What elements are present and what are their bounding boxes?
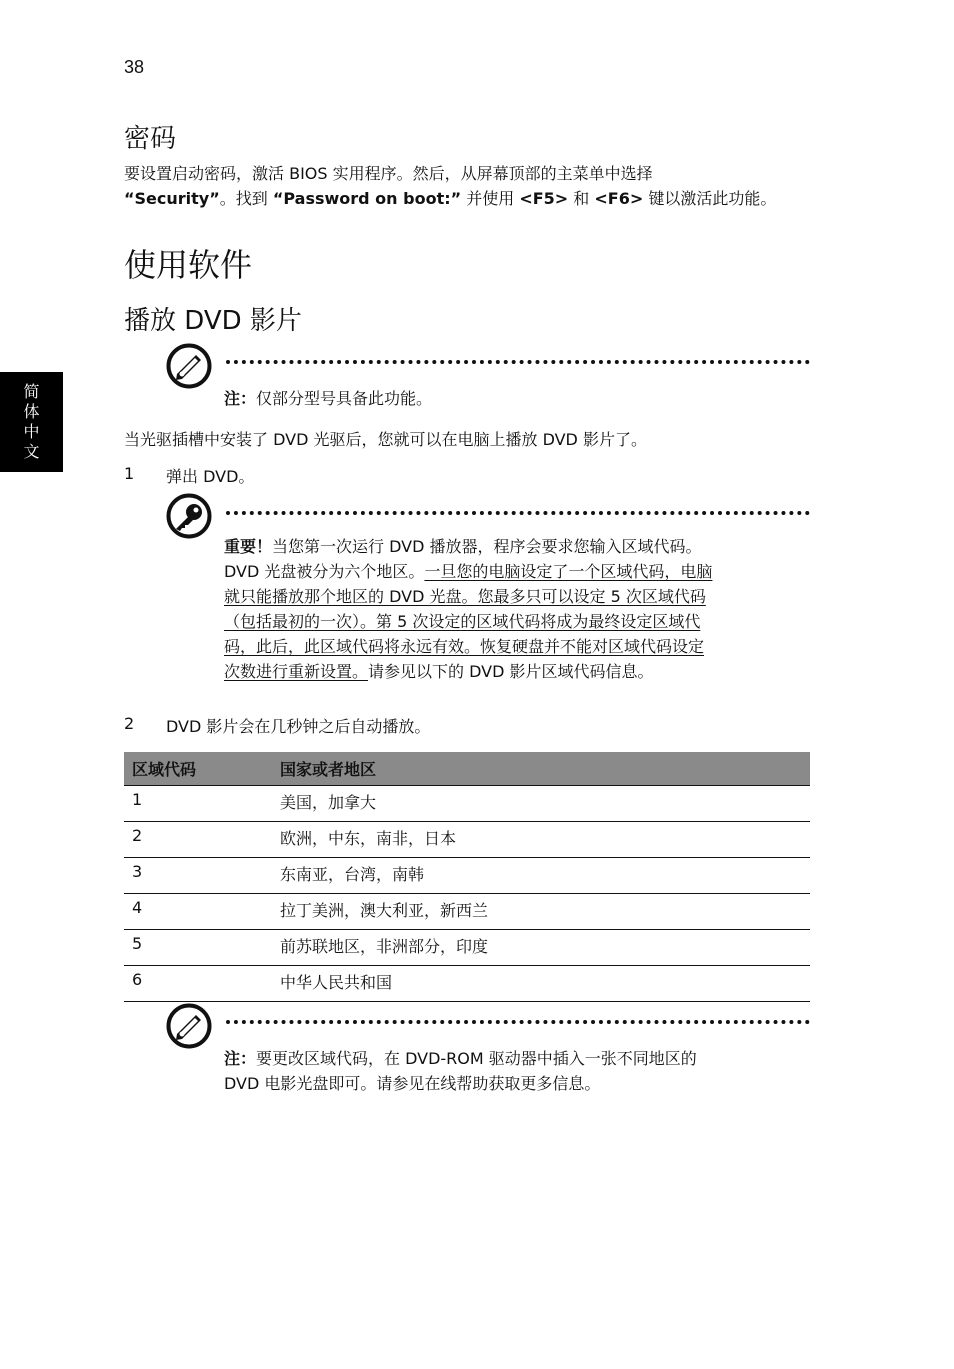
- table-row: [124, 858, 810, 894]
- important-end: 请参见以下的 DVD 影片区域代码信息。: [368, 662, 654, 681]
- note2-text: [224, 1046, 824, 1096]
- password-paragraph: [124, 161, 824, 211]
- country-cell: 美国，加拿大: [272, 786, 810, 822]
- important-line1: [224, 534, 824, 559]
- table-row: [124, 786, 810, 822]
- note2-text1: 要更改区域代码，在 DVD-ROM 驱动器中插入一张不同地区的: [256, 1049, 697, 1068]
- region-code-cell: 6: [124, 966, 272, 1002]
- note1-body: 仅部分型号具备此功能。: [256, 389, 433, 408]
- important-divider: [226, 511, 810, 515]
- country-cell: 欧洲，中东，南非，日本: [272, 822, 810, 858]
- step2-text: DVD 影片会在几秒钟之后自动播放。: [166, 717, 431, 736]
- step2-number: 2: [124, 714, 135, 733]
- important-text1: 当您第一次运行 DVD 播放器，程序会要求您输入区域代码。: [272, 537, 702, 556]
- side-tab-label: 简体中文: [23, 382, 40, 461]
- important-u2: 就只能播放那个地区的 DVD 光盘。您最多只可以设定 5 次区域代码: [224, 587, 706, 606]
- region-code-cell: 5: [124, 930, 272, 966]
- password-mid3: 和: [568, 189, 595, 208]
- important-text: [224, 534, 824, 684]
- note1-text: [224, 386, 432, 411]
- password-on-boot-text: “Password on boot:”: [272, 189, 462, 208]
- important-key-icon: [166, 493, 212, 539]
- country-cell: 前苏联地区，非洲部分，印度: [272, 930, 810, 966]
- step1-number: 1: [124, 464, 135, 483]
- region-code-cell: 1: [124, 786, 272, 822]
- table-row: [124, 822, 810, 858]
- region-code-cell: 3: [124, 858, 272, 894]
- password-line1: 要设置启动密码，激活 BIOS 实用程序。然后，从屏幕顶部的主菜单中选择: [124, 164, 653, 183]
- important-line2: [224, 559, 824, 584]
- password-line2: [124, 186, 824, 211]
- password-mid1: 。找到: [219, 189, 273, 208]
- country-cell: 东南亚，台湾，南韩: [272, 858, 810, 894]
- note1-divider: [226, 360, 810, 364]
- important-u1: 一旦您的电脑设定了一个区域代码，电脑: [424, 562, 713, 581]
- header-country: 国家或者地区: [272, 752, 810, 786]
- important-line6: [224, 659, 824, 684]
- region-code-cell: 2: [124, 822, 272, 858]
- table-header-row: [124, 752, 810, 786]
- security-menu-text: “Security”: [124, 189, 220, 208]
- important-label: 重要！: [224, 537, 273, 556]
- password-mid2: 并使用: [461, 189, 520, 208]
- language-side-tab: [0, 372, 63, 472]
- region-code-table: [124, 752, 810, 1002]
- password-end: 键以激活此功能。: [643, 189, 777, 208]
- important-line4: [224, 609, 824, 634]
- country-cell: 拉丁美洲，澳大利亚，新西兰: [272, 894, 810, 930]
- note2-divider: [226, 1020, 810, 1024]
- important-line5: [224, 634, 824, 659]
- note-pencil-icon: [166, 343, 212, 389]
- step1-text: 弹出 DVD。: [166, 467, 255, 486]
- note2-line1: [224, 1046, 824, 1071]
- header-region-code: 区域代码: [124, 752, 272, 786]
- f6-key: <F6>: [594, 189, 644, 208]
- important-u3: （包括最初的一次）。第 5 次设定的区域代码将成为最终设定区域代: [224, 612, 701, 631]
- important-text2: DVD 光盘被分为六个地区。: [224, 562, 425, 581]
- dvd-intro: 当光驱插槽中安装了 DVD 光驱后，您就可以在电脑上播放 DVD 影片了。: [124, 430, 647, 449]
- country-cell: 中华人民共和国: [272, 966, 810, 1002]
- region-code-cell: 4: [124, 894, 272, 930]
- password-heading: 密码: [124, 124, 177, 154]
- table-row: [124, 894, 810, 930]
- note2-label: 注：: [224, 1049, 257, 1068]
- important-u4: 码，此后，此区域代码将永远有效。恢复硬盘并不能对区域代码设定: [224, 637, 705, 656]
- table-row: [124, 930, 810, 966]
- table-row: [124, 966, 810, 1002]
- f5-key: <F5>: [519, 189, 569, 208]
- note1-label: 注：: [224, 389, 257, 408]
- page-number: 38: [124, 57, 145, 77]
- note-pencil-icon: [166, 1003, 212, 1049]
- note2-line2: DVD 电影光盘即可。请参见在线帮助获取更多信息。: [224, 1074, 601, 1093]
- dvd-heading: 播放 DVD 影片: [124, 306, 302, 336]
- important-line3: [224, 584, 824, 609]
- software-heading: 使用软件: [124, 246, 253, 284]
- important-u5: 次数进行重新设置。: [224, 662, 369, 681]
